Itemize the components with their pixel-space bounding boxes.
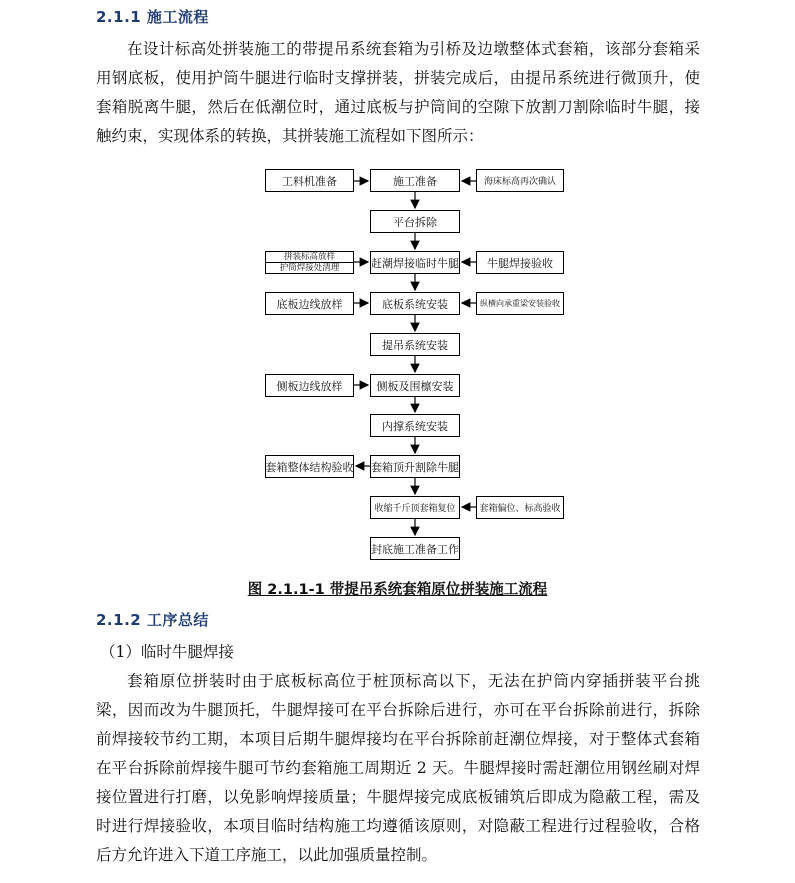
flow-step-weld-bracket: 赶潮焊接临时牛腿 bbox=[370, 251, 460, 274]
flow-step-jack-reset: 收缩千斤顶套箱复位 bbox=[370, 496, 460, 519]
flow-step-inner-brace-install: 内撑系统安装 bbox=[370, 414, 460, 437]
flow-step-bottom-plate-install: 底板系统安装 bbox=[370, 292, 460, 315]
flow-right-beam-check: 纵横向承重梁安装验收 bbox=[476, 292, 564, 315]
section-heading-flow: 2.1.1 施工流程 bbox=[96, 8, 209, 26]
flow-step-lifting-system-install: 提吊系统安装 bbox=[370, 333, 460, 356]
flow-step-platform-removal: 平台拆除 bbox=[370, 210, 460, 233]
flow-step-sealing-prep: 封底施工准备工作 bbox=[370, 537, 460, 560]
flow-step-side-plate-install: 侧板及围檩安装 bbox=[370, 374, 460, 397]
flow-step-construction-prep: 施工准备 bbox=[370, 169, 460, 192]
flow-right-weld-check: 牛腿焊接验收 bbox=[476, 251, 564, 274]
flow-intro-paragraph: 在设计标高处拼装施工的带提吊系统套箱为引桥及边墩整体式套箱，该部分套箱采用钢底板，使用护筒牛腿进行临时支撑拼装，拼装完成后，由提吊系统进行微顶升，使套箱脱离牛腿，然后在低潮位时，通过底板与护筒间的空隙下放割刀割除临时牛腿，接触约束，实现体系的转换，其拼装施工流程如下图所示： bbox=[96, 40, 700, 145]
section-heading-summary: 2.1.2 工序总结 bbox=[96, 611, 209, 629]
subheading-bracket-weld: （1）临时牛腿焊接 bbox=[100, 643, 234, 661]
flow-left-overall-check: 套箱整体结构验收 bbox=[265, 455, 354, 478]
flow-left-clean-label: 护筒焊接处清理 bbox=[279, 263, 340, 273]
flow-left-layout-label: 拼装标高放样 bbox=[266, 252, 353, 263]
summary-paragraph: 套箱原位拼装时由于底板标高位于桩顶标高以下，无法在护筒内穿插拼装平台挑梁，因而改为牛腿顶托，牛腿焊接可在平台拆除后进行，亦可在平台拆除前进行，拆除前焊接较节约工期，本项目后期牛腿焊接均在平台拆除前赶潮位焊接，对于整体式套箱在平台拆除前焊接牛腿可节约套箱施工周期近 2 天。牛腿焊接时需赶潮位用钢丝刷对焊接位置进行打磨，以免影响焊接质量；牛腿焊接完成底板铺筑后即成为隐蔽工程，需及时进行焊接验收，本项目临时结构施工均遵循该原则，对隐蔽工程进行过程验收，合格后方允许进入下道工序施工，以此加强质量控制。 bbox=[96, 672, 700, 864]
flow-left-side-edge: 侧板边线放样 bbox=[265, 374, 354, 397]
flow-left-layout-clean bbox=[265, 251, 354, 274]
flow-right-offset-check: 套箱偏位、标高验收 bbox=[476, 496, 564, 519]
flow-right-seabed-confirm: 海床标高再次确认 bbox=[476, 169, 564, 192]
flow-left-bottom-edge: 底板边线放样 bbox=[265, 292, 354, 315]
figure-caption: 图 2.1.1-1 带提吊系统套箱原位拼装施工流程 bbox=[247, 582, 548, 598]
flow-step-lift-cut-bracket: 套箱顶升割除牛腿 bbox=[370, 455, 460, 478]
flow-left-material-prep: 工料机准备 bbox=[265, 169, 354, 192]
